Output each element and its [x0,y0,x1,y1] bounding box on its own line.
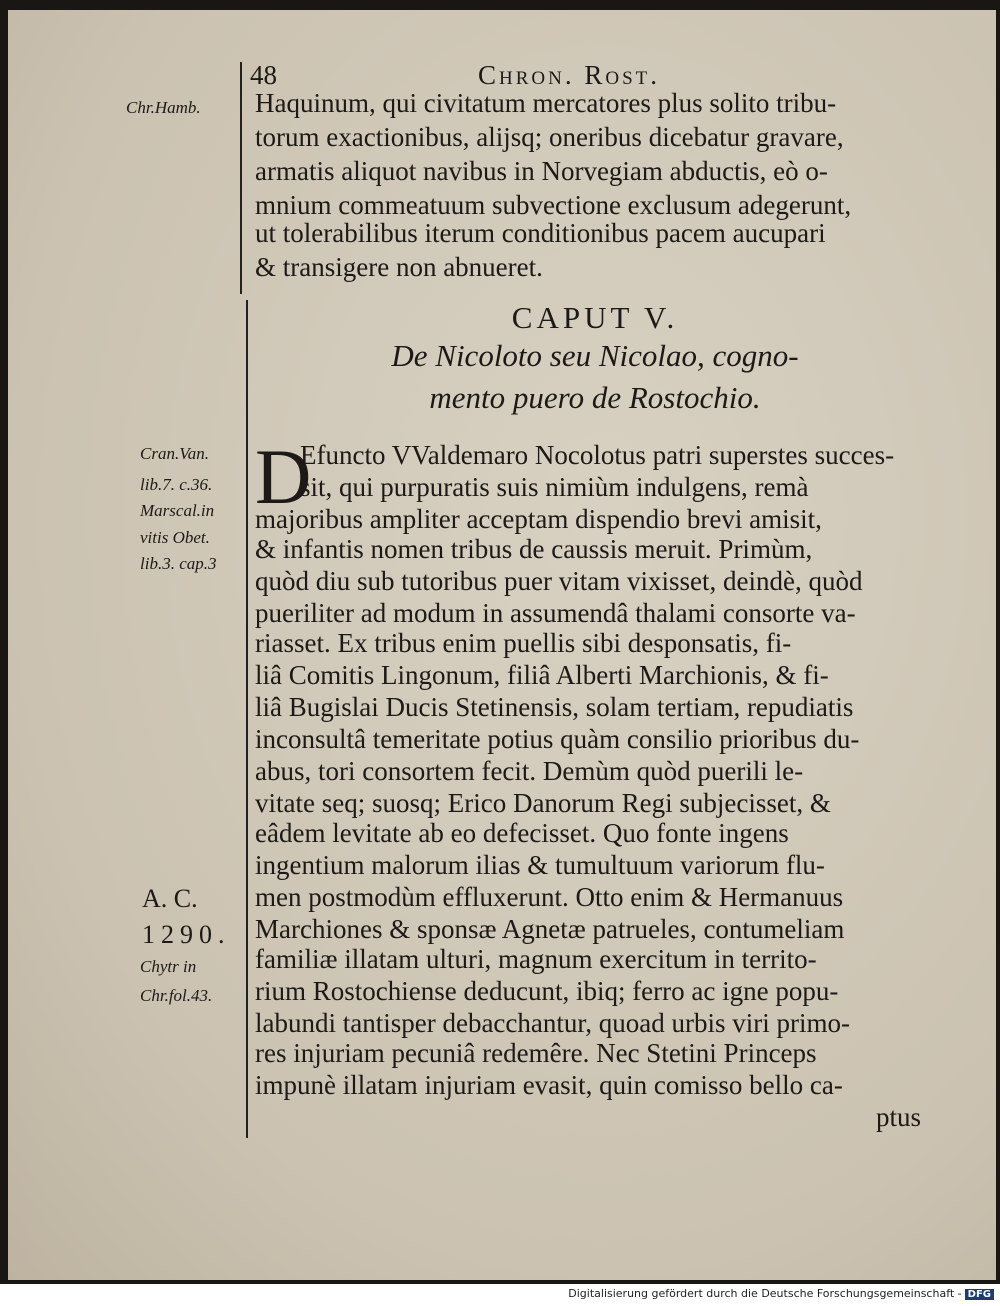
text-line: men postmodùm effluxerunt. Otto enim & Hermanuus [255,882,844,912]
page-number: 48 [250,60,277,90]
margin-ref: vitis Obet. [140,528,210,547]
running-title: Chron. Rost. [478,60,660,90]
dfg-credit [568,1287,994,1300]
text-line: quòd diu sub tutoribus puer vitam vixisset, deindè, quòd [255,566,863,596]
margin-ref: lib.7. c.36. [140,475,213,494]
text-line: torum exactionibus, alijsq; oneribus dicebatur gravare, [255,122,844,152]
text-line: familiæ illatam ulturi, magnum exercitum in territo- [255,944,817,974]
text-line: labundi tantisper debacchantur, quoad urbis viri primo- [255,1008,851,1038]
margin-ref: Chytr in [140,957,197,976]
text-line: vitate seq; suosq; Erico Danorum Regi subjecisset, & [255,788,831,818]
margin-ref: Cran.Van. [140,444,209,463]
text-line: inconsultâ temeritate potius quàm consilio prioribus du- [255,724,860,754]
drop-cap: D [255,433,312,520]
dfg-logo: DFG [965,1289,994,1300]
text-line: res injuriam pecuniâ redemêre. Nec Stetini Princeps [255,1038,817,1068]
margin-note-chr-hamb: Chr.Hamb. [126,98,201,117]
year-label: A. C. [142,884,198,913]
margin-ref: lib.3. cap.3 [140,554,217,573]
chapter-title-line: De Nicoloto seu Nicolao, cogno- [391,338,799,373]
margin-rule-bottom [246,300,248,1138]
credit-text: Digitalisierung gefördert durch die Deutsche Forschungsgemeinschaft - [568,1287,962,1300]
text-line: Marchiones & sponsæ Agnetæ patrueles, contumeliam [255,914,845,944]
text-line: Efuncto VValdemaro Nocolotus patri superstes succes- [300,440,895,470]
text-line: eâdem levitate ab eo defecisset. Quo fonte ingens [255,818,789,848]
chapter-title-line: mento puero de Rostochio. [429,380,761,415]
text-line: majoribus ampliter acceptam dispendio brevi amisit, [255,504,822,534]
text-line: ut tolerabilibus iterum conditionibus pacem aucupari [255,218,826,248]
text-line: ingentium malorum ilias & tumultuum variorum flu- [255,850,825,880]
text-line: rium Rostochiense deducunt, ibiq; ferro ac igne popu- [255,976,839,1006]
text-line: armatis aliquot navibus in Norvegiam abductis, eò o- [255,156,828,186]
text-line: abus, tori consortem fecit. Demùm quòd puerili le- [255,756,804,786]
text-line: & transigere non abnueret. [255,252,543,282]
chapter-heading: CAPUT V. [511,300,679,335]
text-line: mnium commeatuum subvectione exclusum adegerunt, [255,190,852,220]
text-line: liâ Bugislai Ducis Stetinensis, solam tertiam, repudiatis [255,692,854,722]
year: 1290. [142,920,231,949]
margin-ref: Chr.fol.43. [140,986,213,1005]
text-line: riasset. Ex tribus enim puellis sibi desponsatis, fi- [255,628,792,658]
text-line: & infantis nomen tribus de caussis meruit. Primùm, [255,534,813,564]
margin-ref: Marscal.in [140,501,215,520]
text-line: impunè illatam injuriam evasit, quin comisso bello ca- [255,1070,843,1100]
catchword: ptus [876,1102,922,1132]
text-line: liâ Comitis Lingonum, filiâ Alberti Marchionis, & fi- [255,660,829,690]
text-line: sit, qui purpuratis suis nimiùm indulgens, remà [300,472,809,502]
text-line: Haquinum, qui civitatum mercatores plus solito tribu- [255,88,837,118]
text-line: pueriliter ad modum in assumendâ thalami consorte va- [255,598,856,628]
footer-bar [0,1284,1000,1306]
